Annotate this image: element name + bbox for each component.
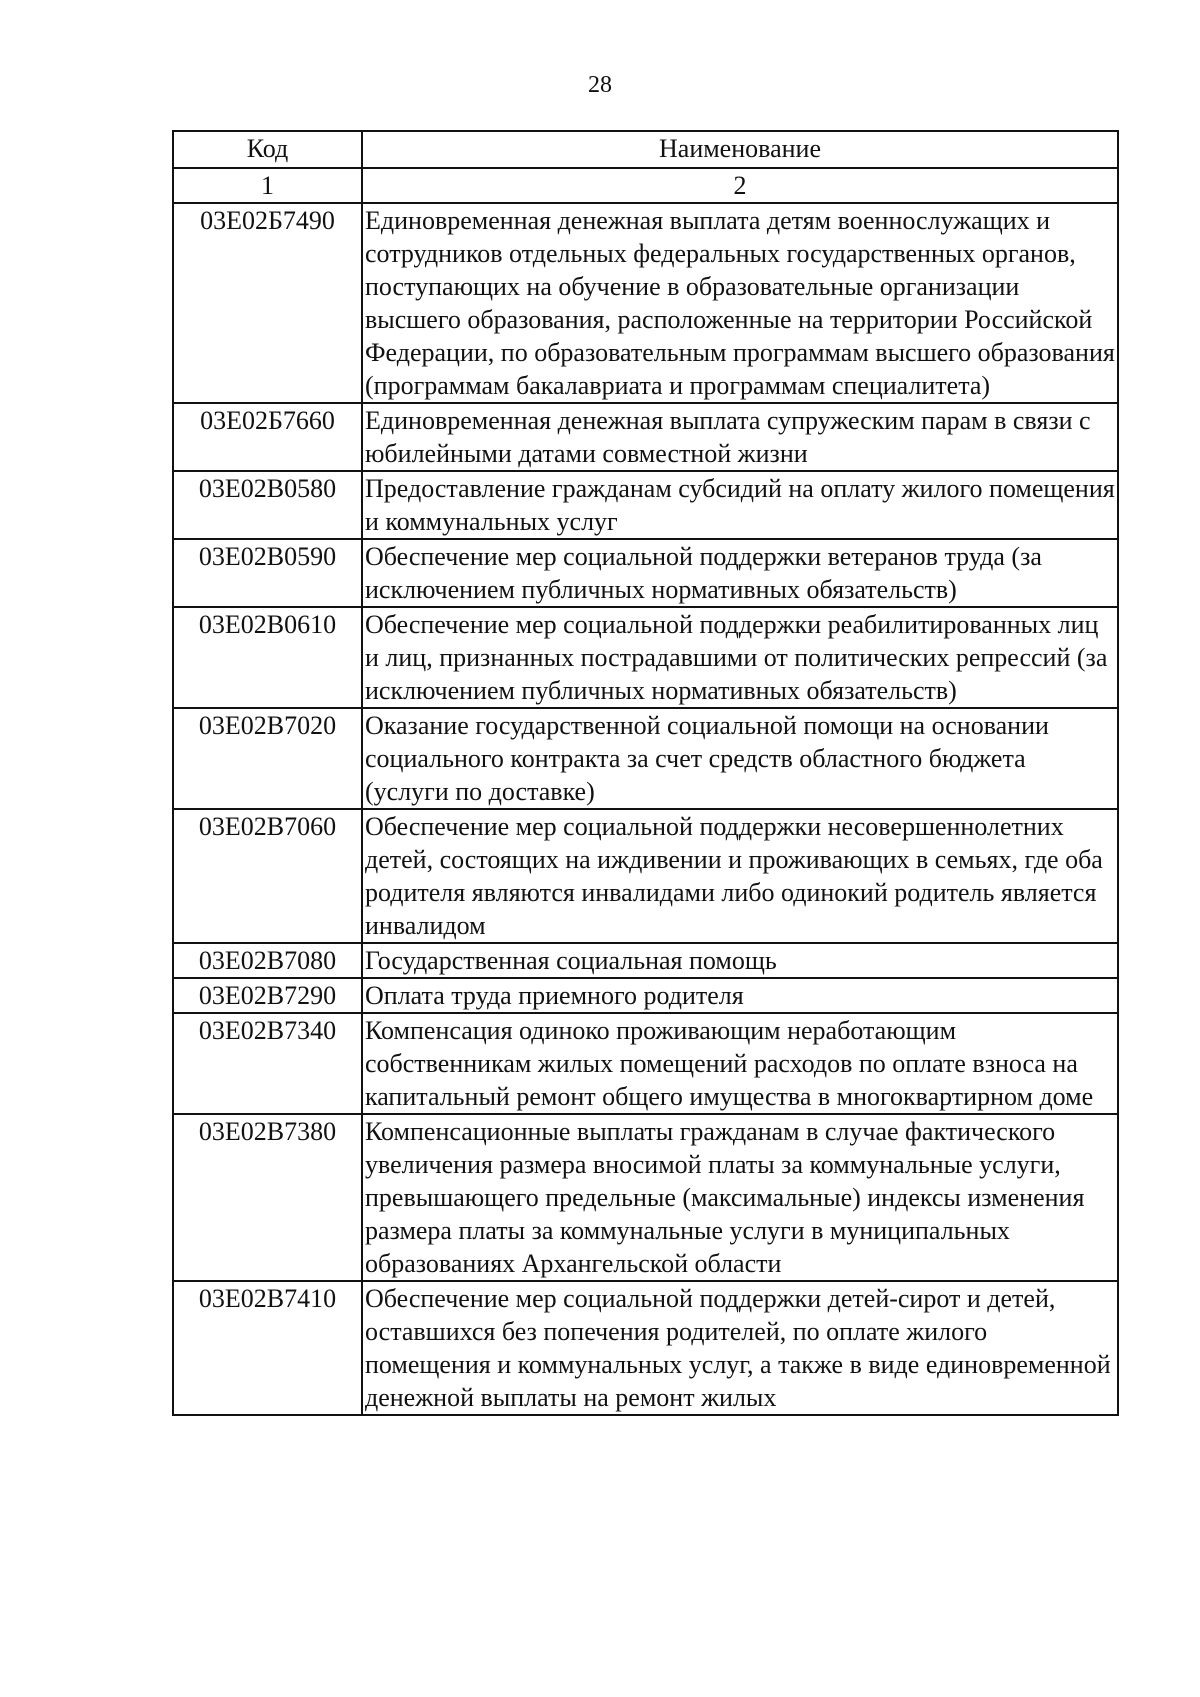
row-name: Оплата труда приемного родителя	[362, 978, 1118, 1013]
budget-codes-table	[172, 130, 1119, 1416]
row-code: 03Е02Б7490	[173, 203, 362, 403]
header-name: Наименование	[362, 131, 1118, 168]
table-row	[173, 471, 1118, 539]
row-name: Обеспечение мер социальной поддержки ветеранов труда (за исключением публичных нормативных обязательств)	[362, 539, 1118, 607]
row-name: Обеспечение мер социальной поддержки реабилитированных лиц и лиц, признанных пострадавшими от политических репрессий (за исключением публичных нормативных обязательств)	[362, 607, 1118, 708]
table-row	[173, 203, 1118, 403]
table-row	[173, 978, 1118, 1013]
row-code: 03Е02В7020	[173, 708, 362, 809]
row-code: 03Е02Б7660	[173, 403, 362, 471]
column-number-code: 1	[173, 168, 362, 203]
column-number-row	[173, 168, 1118, 203]
row-name: Обеспечение мер социальной поддержки несовершеннолетних детей, состоящих на иждивении и проживающих в семьях, где оба родителя являются инвалидами либо одинокий родитель является инвалидом	[362, 809, 1118, 943]
table-row	[173, 1114, 1118, 1281]
row-name: Компенсационные выплаты гражданам в случае фактического увеличения размера вносимой платы за коммунальные услуги, превышающего предельные (максимальные) индексы изменения размера платы за коммунальные услуги в муниципальных образованиях Архангельской области	[362, 1114, 1118, 1281]
row-code: 03Е02В0610	[173, 607, 362, 708]
row-code: 03Е02В7380	[173, 1114, 362, 1281]
row-code: 03Е02В7080	[173, 943, 362, 978]
row-code: 03Е02В7410	[173, 1281, 362, 1415]
table-row	[173, 943, 1118, 978]
table-row	[173, 708, 1118, 809]
row-code: 03Е02В7290	[173, 978, 362, 1013]
row-code: 03Е02В7340	[173, 1013, 362, 1114]
table-row	[173, 809, 1118, 943]
row-name: Предоставление гражданам субсидий на оплату жилого помещения и коммунальных услуг	[362, 471, 1118, 539]
table-header-row	[173, 131, 1118, 168]
row-name: Обеспечение мер социальной поддержки детей-сирот и детей, оставшихся без попечения родителей, по оплате жилого помещения и коммунальных услуг, а также в виде единовременной денежной выплаты на ремонт жилых	[362, 1281, 1118, 1415]
header-code: Код	[173, 131, 362, 168]
column-number-name: 2	[362, 168, 1118, 203]
row-code: 03Е02В0590	[173, 539, 362, 607]
table-row	[173, 1281, 1118, 1415]
row-code: 03Е02В0580	[173, 471, 362, 539]
row-code: 03Е02В7060	[173, 809, 362, 943]
row-name: Единовременная денежная выплата детям военнослужащих и сотрудников отдельных федеральных государственных органов, поступающих на обучение в образовательные организации высшего образования, расположенные на территории Российской Федерации, по образовательным программам высшего образования (программам бакалавриата и программам специалитета)	[362, 203, 1118, 403]
table-row	[173, 607, 1118, 708]
table-row	[173, 539, 1118, 607]
row-name: Государственная социальная помощь	[362, 943, 1118, 978]
row-name: Компенсация одиноко проживающим неработающим собственникам жилых помещений расходов по оплате взноса на капитальный ремонт общего имущества в многоквартирном доме	[362, 1013, 1118, 1114]
row-name: Оказание государственной социальной помощи на основании социального контракта за счет средств областного бюджета (услуги по доставке)	[362, 708, 1118, 809]
table-row	[173, 1013, 1118, 1114]
page-number: 28	[588, 72, 612, 98]
row-name: Единовременная денежная выплата супружеским парам в связи с юбилейными датами совместной жизни	[362, 403, 1118, 471]
table-row	[173, 403, 1118, 471]
